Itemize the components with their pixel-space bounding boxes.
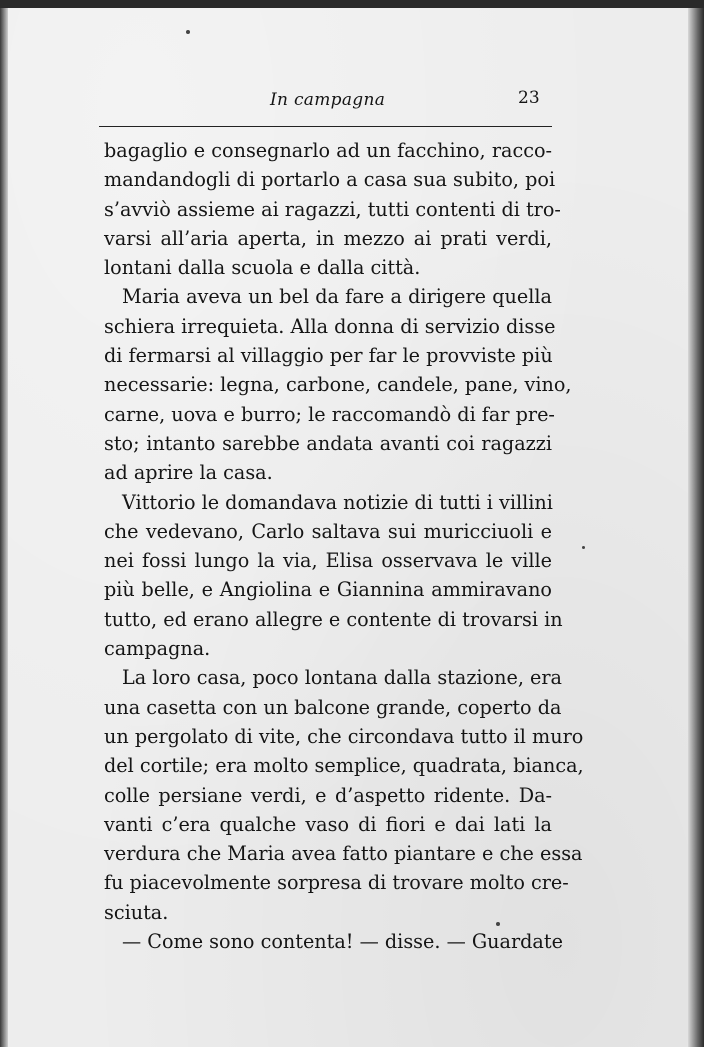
text-line: Vittorio le domandava notizie di tutti i villini [122, 490, 553, 514]
text-line: campagna. [104, 637, 211, 661]
text-line: sciuta. [104, 900, 169, 924]
text-line: Maria aveva un bel da fare a dirigere quella [122, 285, 552, 309]
text-line: del cortile; era molto semplice, quadrata, bianca, [104, 754, 584, 778]
text-line: varsi all’aria aperta, in mezzo ai prati verdi, [104, 226, 552, 250]
text-line: nei fossi lungo la via, Elisa osservava le ville [104, 549, 552, 573]
text-line: tutto, ed erano allegre e contente di trovarsi in [104, 607, 563, 631]
text-line: colle persiane verdi, e d’aspetto ridente. Da- [104, 783, 552, 807]
text-line: verdura che Maria avea fatto piantare e che essa [104, 842, 583, 866]
text-line: schiera irrequieta. Alla donna di servizio disse [104, 314, 556, 338]
text-line: carne, uova e burro; le raccomandò di far pre- [104, 402, 555, 426]
paper-speck [582, 546, 585, 549]
text-line: un pergolato di vite, che circondava tutto il muro [104, 724, 584, 748]
page-right-edge [688, 8, 704, 1047]
book-page [0, 8, 700, 1047]
text-line: lontani dalla scuola e dalla città. [104, 256, 421, 280]
paper-speck [496, 922, 500, 926]
text-line: mandandogli di portarlo a casa sua subito, poi [104, 168, 556, 192]
text-line: bagaglio e consegnarlo ad un facchino, racco- [104, 139, 552, 162]
text-line: La loro casa, poco lontana dalla stazione, era [122, 666, 562, 690]
text-line: che vedevano, Carlo saltava sui muricciuoli e [104, 519, 552, 543]
text-line: più belle, e Angiolina e Giannina ammiravano [104, 578, 552, 602]
text-line: fu piacevolmente sorpresa di trovare molto cre- [104, 871, 569, 895]
page-left-edge [0, 8, 8, 1047]
paper-speck [186, 30, 190, 34]
page-number: 23 [518, 88, 540, 108]
body-text [104, 136, 584, 956]
header-rule [99, 126, 552, 127]
text-line: vanti c’era qualche vaso di fiori e dai lati la [104, 812, 552, 836]
text-line: necessarie: legna, carbone, candele, pane, vino, [104, 373, 572, 397]
running-title: In campagna [270, 90, 386, 110]
text-line: sto; intanto sarebbe andata avanti coi ragazzi [104, 431, 552, 455]
text-line: — Come sono contenta! — disse. — Guardate [122, 930, 563, 954]
text-line: s’avviò assieme ai ragazzi, tutti contenti di tro- [104, 197, 561, 221]
text-line: ad aprire la casa. [104, 461, 273, 485]
text-line: una casetta con un balcone grande, coperto da [104, 695, 562, 719]
text-line: di fermarsi al villaggio per far le provviste più [104, 344, 553, 368]
